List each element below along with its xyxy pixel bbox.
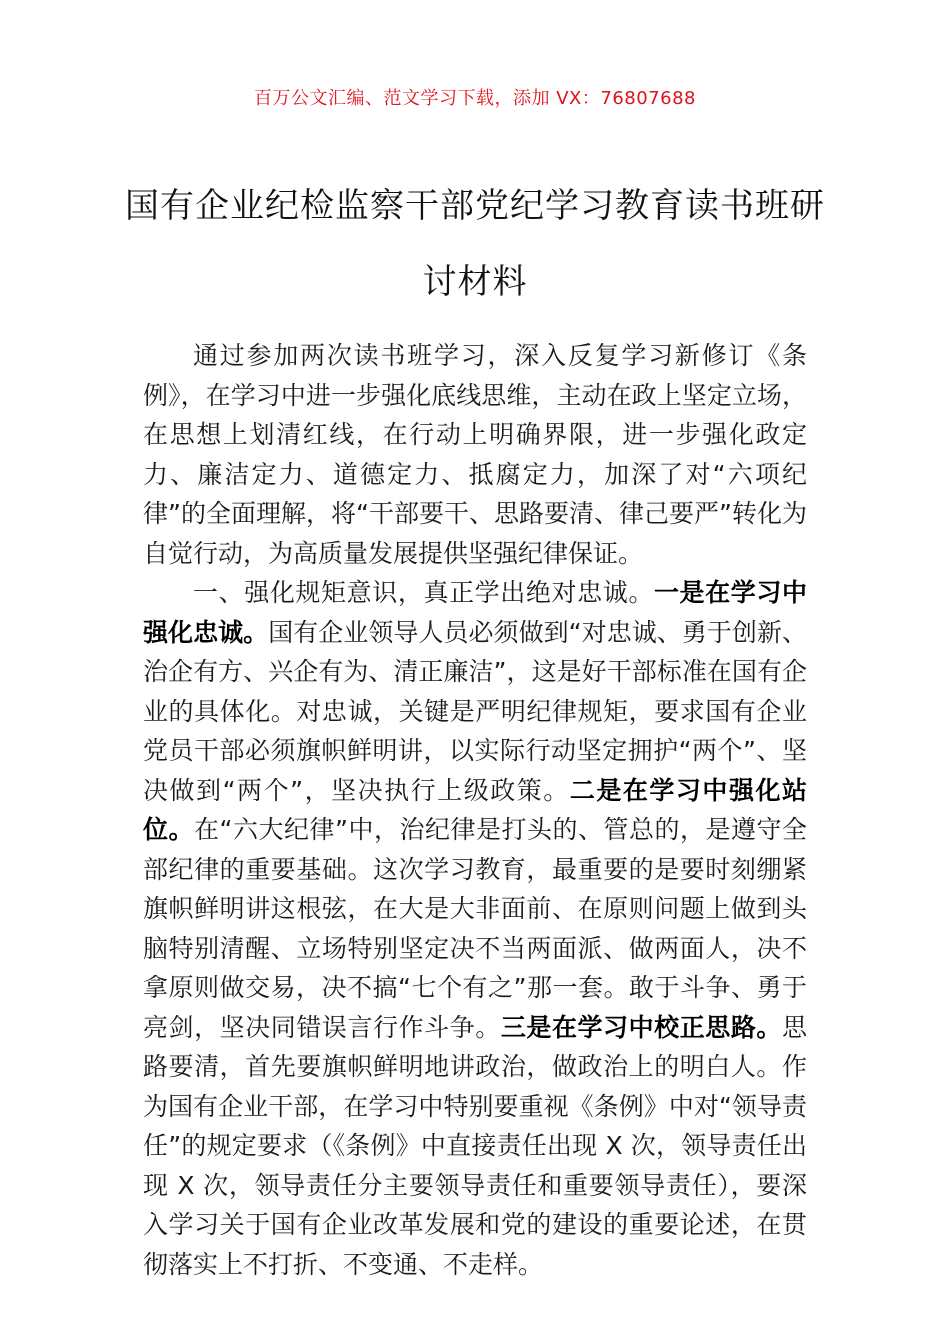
document-title: 国有企业纪检监察干部党纪学习教育读书班研讨材料 xyxy=(125,186,825,302)
section-heading: 一、强化规矩意识，真正学出绝对忠诚。 xyxy=(193,578,654,607)
point-two-heading: 二是在学习中强化站位。 xyxy=(143,775,807,844)
point-three-heading: 三是在学习中校正思路。 xyxy=(500,1012,782,1042)
point-three-text: 思路要清，首先要旗帜鲜明地讲政治，做政治上的明白人。作为国有企业干部，在学习中特别要重视《条例》中对“领导责任”的规定要求（《条例》中直接责任出现 X 次，领导责任出现 X 次，领导责任分主要领导责任和重要领导责任），要深入学习关于国有企业改革发展和党的建设的重要论述，在贯彻落实上不打折、不变通、不走样。 xyxy=(143,1012,807,1279)
header-watermark-note: 百万公文汇编、范文学习下载，添加 VX：76807688 xyxy=(254,88,696,109)
point-one-heading: 一是在学习中强化忠诚。 xyxy=(143,578,807,647)
point-one-text: 国有企业领导人员必须做到“对忠诚、勇于创新、治企有方、兴企有为、清正廉洁”，这是好干部标准在国有企业的具体化。对忠诚，关键是严明纪律规矩，要求国有企业党员干部必须旗帜鲜明讲，以实际行动坚定拥护“两个”、坚决做到“两个”，坚决执行上级政策。 xyxy=(143,617,807,805)
paragraph-section-one xyxy=(143,573,807,1284)
point-two-text: 在“六大纪律”中，治纪律是打头的、管总的，是遵守全部纪律的重要基础。这次学习教育，最重要的是要时刻绷紧旗帜鲜明讲这根弦，在大是大非面前、在原则问题上做到头脑特别清醒、立场特别坚定决不当两面派、做两面人，决不拿原则做交易，决不搞“七个有之”那一套。敢于斗争、勇于亮剑，坚决同错误言行作斗争。 xyxy=(143,815,807,1042)
document-body xyxy=(143,336,807,1284)
paragraph-intro: 通过参加两次读书班学习，深入反复学习新修订《条例》，在学习中进一步强化底线思维，主动在政上坚定立场，在思想上划清红线，在行动上明确界限，进一步强化政定力、廉洁定力、道德定力、抵腐定力，加深了对“六项纪律”的全面理解，将“干部要干、思路要清、律己要严”转化为自觉行动，为高质量发展提供坚强纪律保证。 xyxy=(143,341,807,568)
